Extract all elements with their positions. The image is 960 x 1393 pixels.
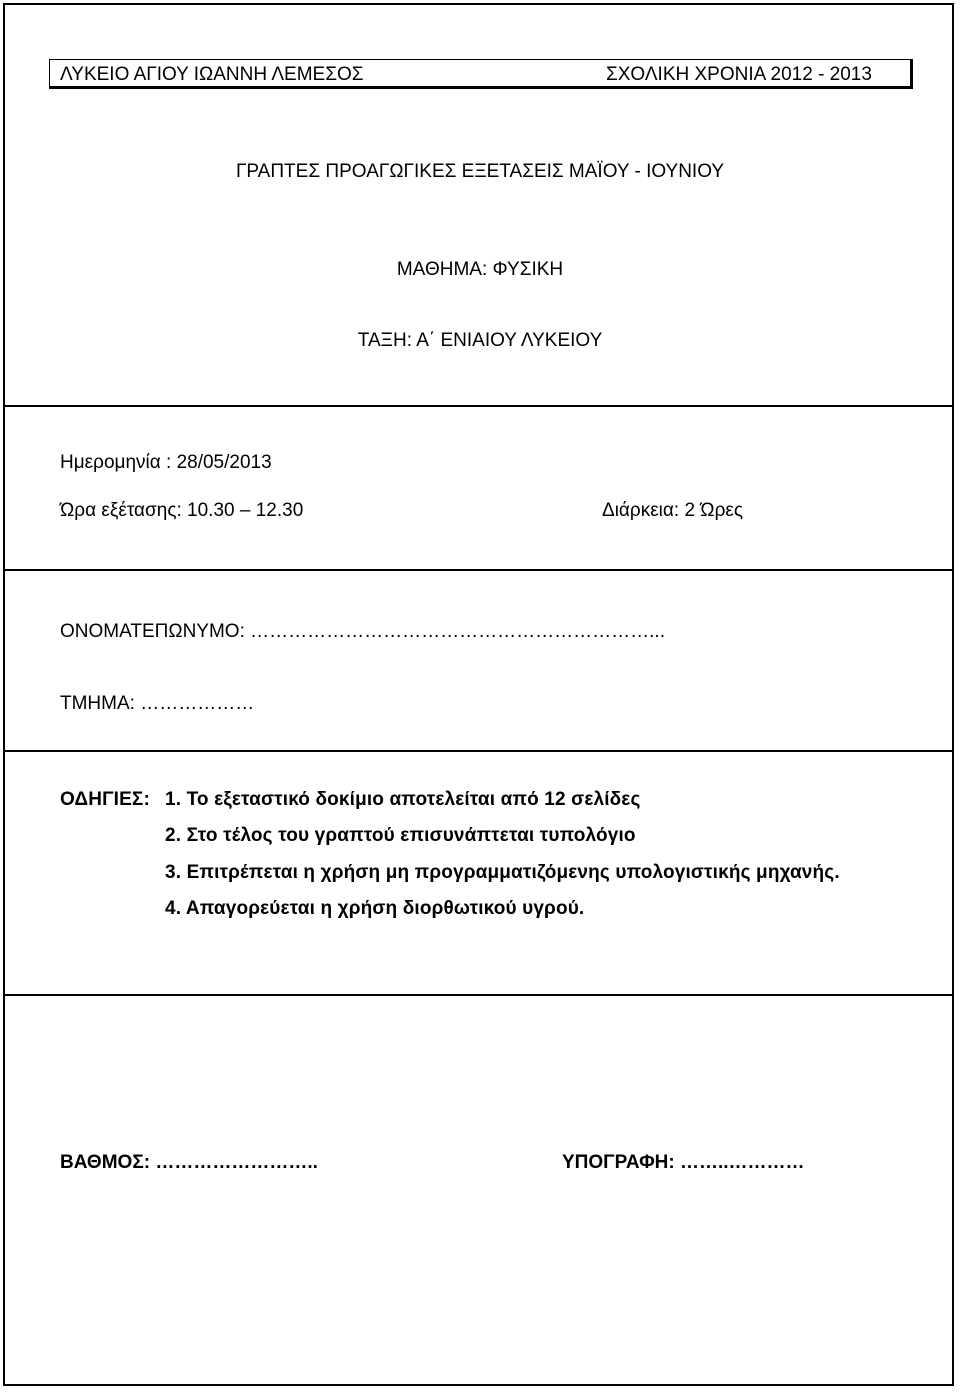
instruction-item: 3. Επιτρέπεται η χρήση μη προγραμματιζόμενης υπολογιστικής μηχανής. [165, 862, 840, 883]
divider [3, 750, 954, 752]
instruction-item: 2. Στο τέλος του γραπτού επισυνάπτεται τυπολόγιο [165, 825, 636, 846]
grade-field: ΒΑΘΜΟΣ: …………………….. [60, 1152, 318, 1173]
exam-class: ΤΑΞΗ: Α΄ ΕΝΙΑΙΟΥ ΛΥΚΕΙΟΥ [357, 330, 603, 351]
exam-title: ΓΡΑΠΤΕΣ ΠΡΟΑΓΩΓΙΚΕΣ ΕΞΕΤΑΣΕΙΣ ΜΑΪΟΥ - ΙΟΥΝΙΟΥ [235, 161, 725, 182]
student-section-field: ΤΜΗΜΑ: ……………… [60, 693, 255, 714]
school-name: ΛΥΚΕΙΟ ΑΓΙΟΥ ΙΩΑΝΝΗ ΛΕΜΕΣΟΣ [60, 64, 364, 85]
instructions-label: ΟΔΗΓΙΕΣ: [60, 789, 150, 810]
exam-subject: ΜΑΘΗΜΑ: ΦΥΣΙΚΗ [396, 259, 564, 280]
signature-field: ΥΠΟΓΡΑΦΗ: ……..………… [562, 1152, 805, 1173]
exam-time: Ώρα εξέτασης: 10.30 – 12.30 [60, 500, 304, 521]
divider [3, 994, 954, 996]
instruction-item: 1. Το εξεταστικό δοκίμιο αποτελείται από 12 σελίδες [165, 789, 641, 810]
exam-duration: Διάρκεια: 2 Ώρες [602, 500, 744, 521]
student-name-field: ΟΝΟΜΑΤΕΠΩΝΥΜΟ: ………………………………………………………... [60, 621, 665, 642]
exam-date: Ημερομηνία : 28/05/2013 [60, 452, 272, 473]
divider [3, 569, 954, 571]
divider [3, 405, 954, 407]
instruction-item: 4. Απαγορεύεται η χρήση διορθωτικού υγρού. [165, 898, 585, 919]
school-year: ΣΧΟΛΙΚΗ ΧΡΟΝΙΑ 2012 - 2013 [606, 64, 872, 85]
